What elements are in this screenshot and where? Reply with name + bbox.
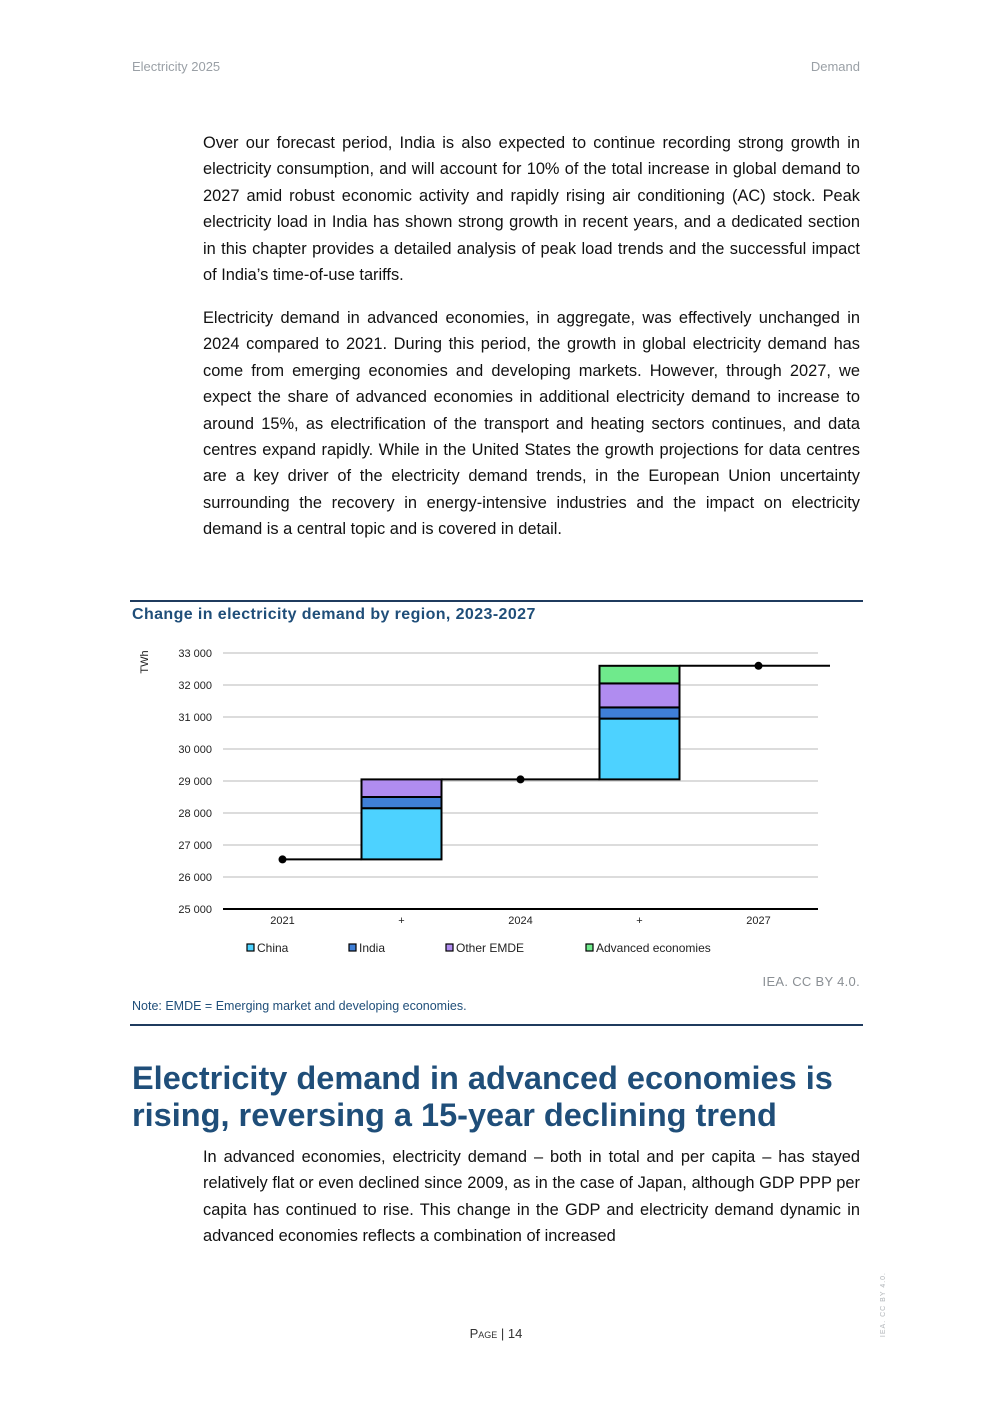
- legend-item: [247, 941, 289, 955]
- bar-segment: [600, 707, 680, 718]
- waterfall-chart: [130, 636, 830, 966]
- legend-label: India: [359, 941, 386, 955]
- figure-note: Note: EMDE = Emerging market and developing economies.: [132, 999, 467, 1013]
- legend-item: [586, 941, 711, 955]
- chart-legend: [247, 941, 711, 955]
- running-header-title: Electricity 2025: [132, 59, 221, 74]
- x-tick-label: +: [636, 915, 643, 927]
- legend-label: Advanced economies: [596, 941, 711, 955]
- chart-total-points: [279, 662, 763, 864]
- chart-bars: [362, 666, 680, 860]
- page-number: 14: [507, 1326, 523, 1341]
- legend-item: [446, 941, 524, 955]
- page-separator: |: [500, 1326, 505, 1341]
- y-tick-label: 32 000: [178, 680, 212, 692]
- legend-swatch: [446, 944, 453, 951]
- y-tick-label: 29 000: [178, 776, 212, 788]
- bar-segment: [600, 683, 680, 707]
- y-tick-label: 27 000: [178, 840, 212, 852]
- body-paragraph-1: Over our forecast period, India is also expected to continue recording strong growth in electricity consumption, and will account for 10% of the total increase in global demand to 2027 amid robust economic activity and rapidly rising air conditioning (AC) stock. Peak electricity load in India has shown strong growth in recent years, and a dedicated section in this chapter provides a detailed analysis of peak load trends and the successful impact of India’s time-of-use tariffs.: [203, 134, 860, 285]
- x-tick-label: 2027: [746, 915, 771, 927]
- x-tick-label: 2024: [508, 915, 533, 927]
- x-tick-label: 2021: [270, 915, 295, 927]
- legend-label: China: [257, 941, 289, 955]
- x-axis-tick-labels: [270, 915, 770, 927]
- y-axis-label: TWh: [139, 650, 151, 674]
- y-tick-label: 30 000: [178, 744, 212, 756]
- chart-gridlines: [223, 653, 818, 877]
- y-tick-label: 25 000: [178, 904, 212, 916]
- page-footer: [0, 1326, 992, 1341]
- legend-swatch: [247, 944, 254, 951]
- total-point: [279, 855, 287, 863]
- bar-segment: [600, 666, 680, 684]
- bar-segment: [600, 719, 680, 780]
- y-tick-label: 26 000: [178, 872, 212, 884]
- page-label: Page: [469, 1326, 498, 1341]
- section-paragraph: In advanced economies, electricity demand – both in total and per capita – has stayed relatively flat or even declined since 2009, as in the case of Japan, although GDP PPP per capita has continued to rise. This change in the GDP and electricity demand dynamic in advanced economies reflects a combination of increased: [203, 1148, 860, 1246]
- running-header-section: Demand: [810, 59, 860, 74]
- figure-top-rule: [130, 600, 863, 602]
- body-paragraph-2: Electricity demand in advanced economies, in aggregate, was effectively unchanged in 2024 compared to 2021. During this period, the growth in global electricity demand has come from emerging economies and developing markets. However, through 2027, we expect the share of advanced economies in additional electricity demand to increase to around 15%, as electrification of the transport and heating sectors continues, and data centres expand rapidly. While in the United States the growth projections for data centres are a key driver of the electricity demand trends, in the European Union uncertainty surrounding the recovery in energy-intensive industries and the impact on electricity demand is a central topic and is covered in detail.: [203, 309, 860, 539]
- figure-title: Change in electricity demand by region, 2023-2027: [132, 606, 536, 623]
- total-point: [517, 775, 525, 783]
- y-axis-tick-labels: [178, 648, 212, 916]
- section-heading: Electricity demand in advanced economies is rising, reversing a 15-year declining trend: [132, 1060, 833, 1133]
- y-tick-label: 33 000: [178, 648, 212, 660]
- x-tick-label: +: [398, 915, 405, 927]
- legend-swatch: [349, 944, 356, 951]
- bar-segment: [362, 808, 442, 859]
- legend-swatch: [586, 944, 593, 951]
- side-license-note: IEA. CC BY 4.0.: [880, 1272, 887, 1338]
- figure-bottom-rule: [130, 1024, 863, 1026]
- legend-label: Other EMDE: [456, 941, 525, 955]
- bar-segment: [362, 779, 442, 797]
- legend-item: [349, 941, 385, 955]
- bar-segment: [362, 797, 442, 808]
- total-point: [755, 662, 763, 670]
- figure-credit: IEA. CC BY 4.0.: [762, 974, 860, 989]
- y-tick-label: 28 000: [178, 808, 212, 820]
- y-tick-label: 31 000: [178, 712, 212, 724]
